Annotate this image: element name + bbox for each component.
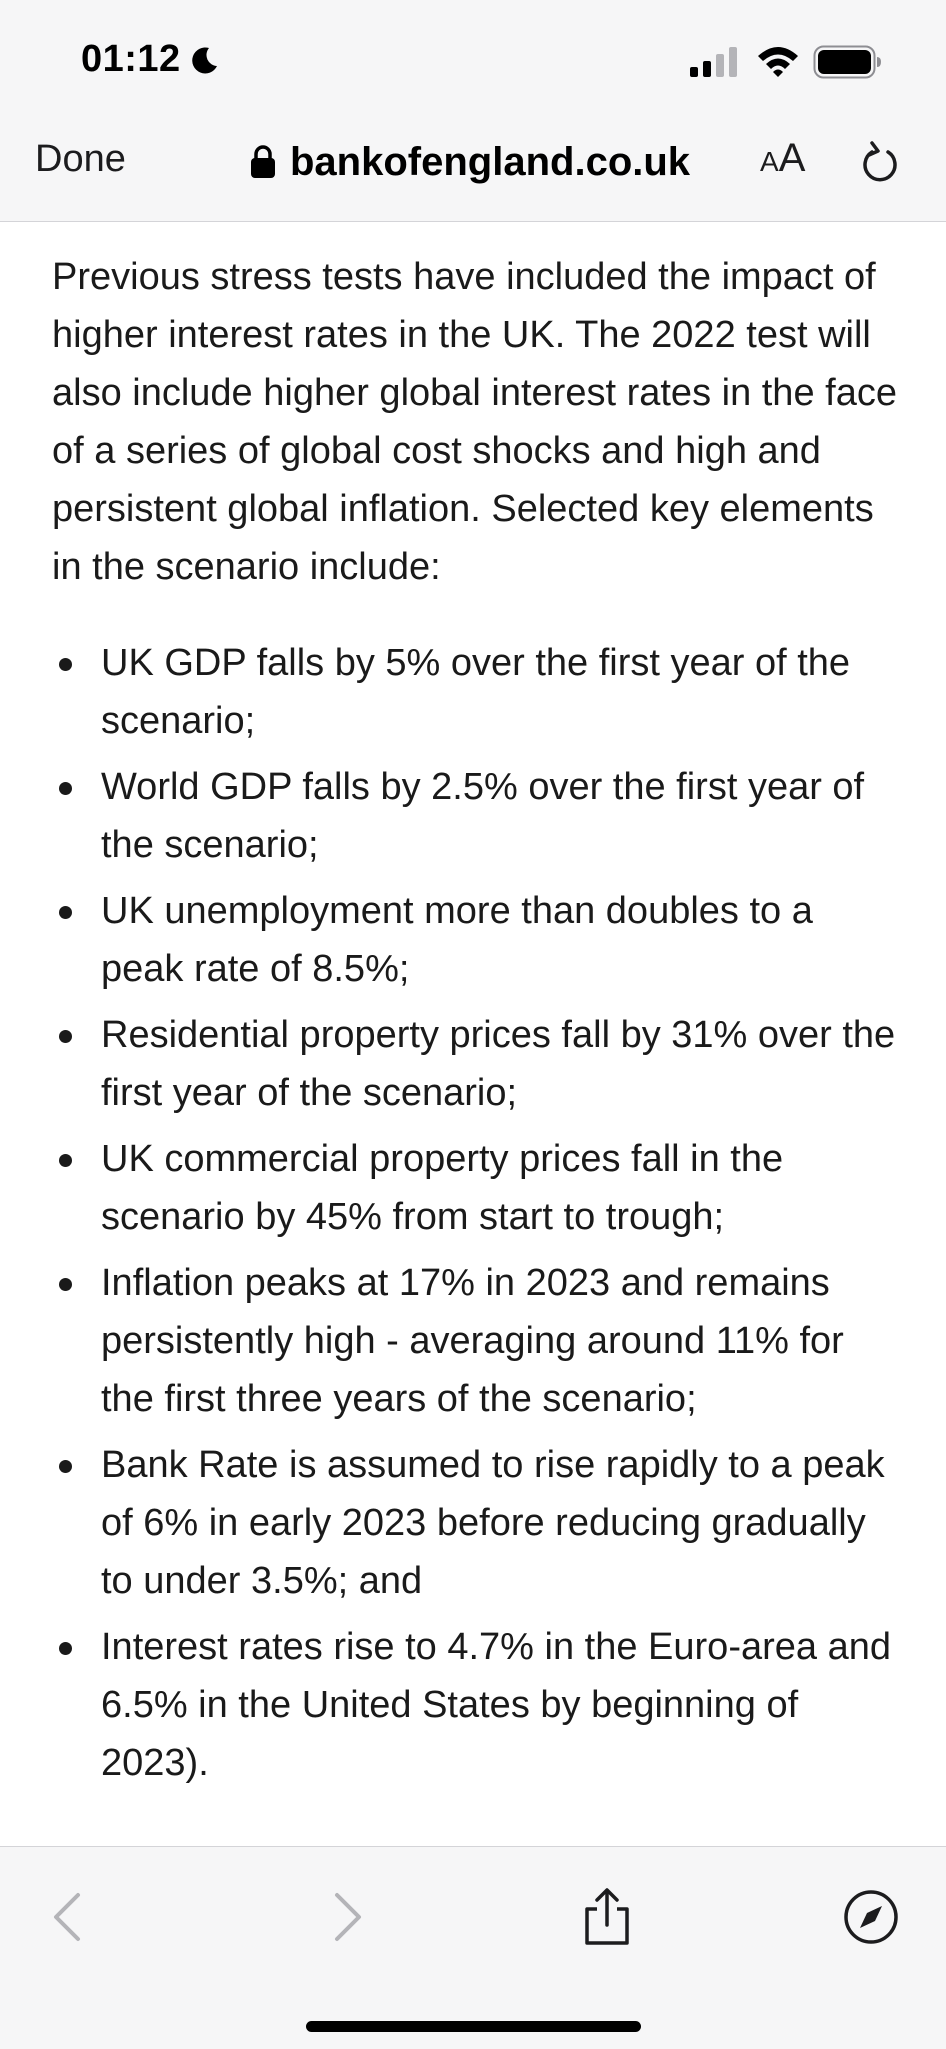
bullet-item: [0, 1254, 901, 1428]
bullet-dot: [59, 782, 72, 795]
bullet-dot: [59, 1278, 72, 1291]
reload-icon[interactable]: [858, 140, 902, 188]
browser-bottom-toolbar: [0, 1846, 946, 2049]
bullet-item: [0, 758, 901, 874]
wifi-icon: [756, 44, 800, 78]
moon-icon: [189, 44, 221, 76]
bullet-dot: [59, 1460, 72, 1473]
text-size-button[interactable]: [760, 136, 805, 181]
back-icon[interactable]: [42, 1887, 102, 1947]
signal-icon: [690, 47, 740, 77]
bullet-text: Interest rates rise to 4.7% in the Euro-area and 6.5% in the United States by beginning of 2023).: [101, 1626, 891, 1784]
forward-icon[interactable]: [313, 1887, 373, 1947]
bullet-text: Residential property prices fall by 31% over the first year of the scenario;: [101, 1014, 896, 1114]
bullet-text: UK GDP falls by 5% over the first year of the scenario;: [101, 642, 851, 742]
status-time-text: 01:12: [81, 38, 181, 80]
bullet-item: [0, 1006, 901, 1122]
done-button[interactable]: Done: [35, 138, 126, 180]
bullet-text: UK commercial property prices fall in the scenario by 45% from start to trough;: [101, 1138, 784, 1238]
text-size-large-a: A: [778, 136, 806, 180]
bullet-text: UK unemployment more than doubles to a peak rate of 8.5%;: [101, 890, 813, 990]
home-indicator[interactable]: [306, 2021, 641, 2032]
scenario-bullet-list: [0, 634, 946, 1800]
bullet-dot: [59, 1030, 72, 1043]
bullet-dot: [59, 1154, 72, 1167]
bullet-item: [0, 634, 901, 750]
browser-top-chrome: [0, 0, 946, 222]
bullet-text: Inflation peaks at 17% in 2023 and remains persistently high - averaging around 11% for the first three years of the scenario;: [101, 1262, 844, 1420]
article-intro: Previous stress tests have included the impact of higher interest rates in the UK. The 2022 test will also include higher global interest rates in the face of a series of global cost shocks and high and persistent global inflation. Selected key elements in the scenario include:: [52, 256, 897, 588]
url-text: bankofengland.co.uk: [290, 139, 691, 184]
bullet-text: World GDP falls by 2.5% over the first year of the scenario;: [101, 766, 865, 866]
bullet-item: [0, 1130, 901, 1246]
share-icon[interactable]: [577, 1887, 637, 1947]
browser-nav-row: [0, 120, 946, 220]
bullet-dot: [59, 906, 72, 919]
article-content: [0, 222, 946, 1846]
bullet-item: [0, 1436, 901, 1610]
battery-icon: [813, 45, 883, 79]
bullet-dot: [59, 1642, 72, 1655]
compass-icon[interactable]: [841, 1887, 901, 1947]
lock-icon: [250, 145, 276, 179]
bullet-item: [0, 882, 901, 998]
text-size-small-a: A: [760, 146, 779, 177]
bullet-dot: [59, 658, 72, 671]
bullet-text: Bank Rate is assumed to rise rapidly to a peak of 6% in early 2023 before reducing gradually to under 3.5%; and: [101, 1444, 885, 1602]
status-time: [81, 38, 221, 81]
status-bar: [0, 0, 946, 120]
url-field[interactable]: [250, 134, 690, 190]
bullet-item: [0, 1618, 901, 1792]
